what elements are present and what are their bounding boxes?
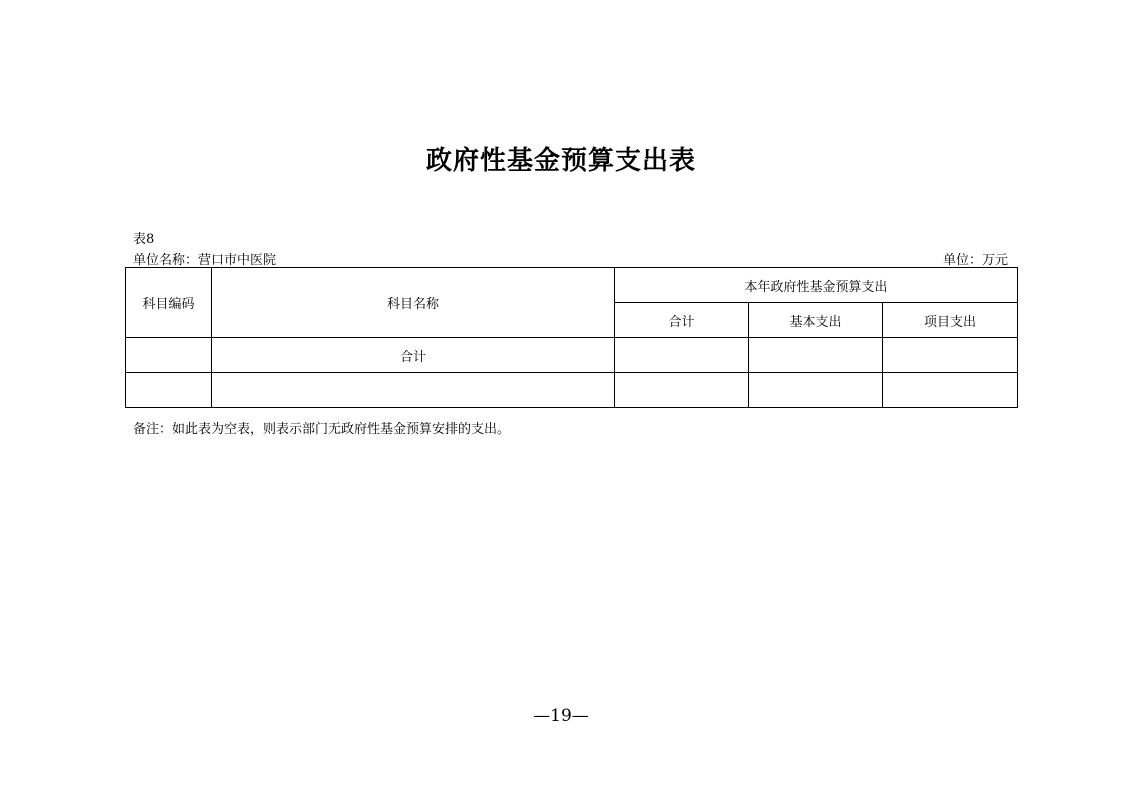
cell-basic [749,338,883,373]
cell-total [615,373,749,408]
table-number: 表8 [133,232,155,247]
header-row-1 [126,268,1018,303]
unit-name: 单位名称：营口市中医院 [133,253,277,268]
header-project: 项目支出 [883,303,1018,338]
header-group: 本年政府性基金预算支出 [615,268,1018,303]
budget-table [125,267,1018,408]
header-name: 科目名称 [212,268,615,338]
footnote: 备注：如此表为空表，则表示部门无政府性基金预算安排的支出。 [133,422,511,437]
cell-total [615,338,749,373]
cell-name [212,373,615,408]
header-basic: 基本支出 [749,303,883,338]
cell-name: 合计 [212,338,615,373]
unit-measure: 单位：万元 [942,253,1008,268]
table-row [126,338,1018,373]
page-number: —19— [533,706,589,726]
table-row [126,373,1018,408]
cell-project [883,338,1018,373]
cell-code [126,338,212,373]
document-title: 政府性基金预算支出表 [425,146,696,176]
cell-basic [749,373,883,408]
header-total: 合计 [615,303,749,338]
cell-project [883,373,1018,408]
header-code: 科目编码 [126,268,212,338]
cell-code [126,373,212,408]
